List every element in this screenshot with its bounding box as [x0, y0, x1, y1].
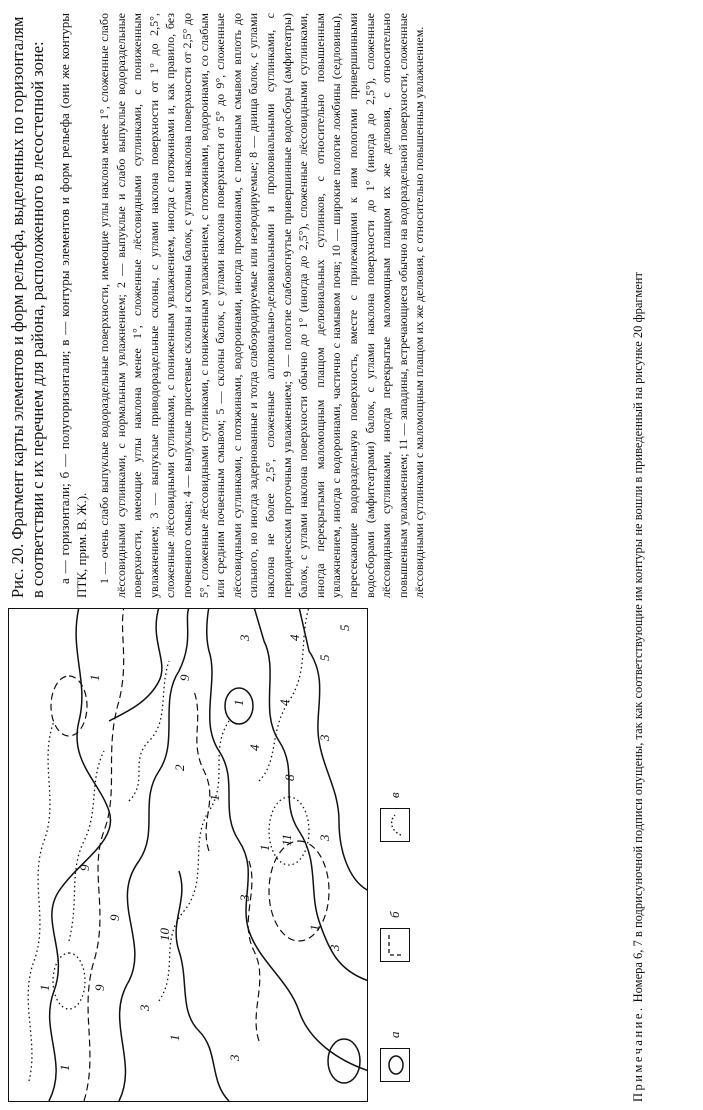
map-region-label: 9 — [107, 914, 122, 921]
caption-title: Рис. 20. Фрагмент карты элементов и форм рельефа, выделенных по горизонталям в соответствии с их перечнем для района, расположенного в лесостепной зоне: — [8, 16, 47, 598]
map-region-label: 5 — [337, 624, 352, 631]
map-region-label: 1 — [307, 924, 322, 931]
legend-item-a — [380, 1032, 410, 1083]
map-region-label: 4 — [247, 744, 262, 751]
map-region-label: 11 — [279, 833, 294, 846]
legend-symbol-dotted-contour — [380, 808, 410, 842]
figure-caption — [8, 13, 428, 598]
legend-item-c — [380, 792, 410, 842]
map-legend — [380, 612, 416, 1082]
map-region-label: 3 — [237, 894, 252, 901]
map-region-label: 4 — [277, 699, 292, 706]
map-region-label: 1 — [57, 1064, 72, 1071]
map-region-label: 3 — [317, 734, 332, 741]
legend-item-b — [380, 911, 410, 962]
map-region-label: 1 — [257, 844, 272, 851]
figure-note — [630, 12, 648, 1102]
map-region-label: 3 — [227, 1054, 242, 1061]
legend-key-a: а — [387, 1031, 402, 1038]
legend-symbol-dashed-contour — [380, 928, 410, 962]
map-region-label: 3 — [137, 1004, 152, 1011]
legend-symbol-solid-contour — [380, 1048, 410, 1082]
map-region-label: 3 — [317, 834, 332, 841]
map-region-label: 1 — [207, 794, 222, 801]
note-lead: Примечание. — [631, 1005, 645, 1102]
map-region-label: 2 — [172, 764, 187, 771]
caption-legend-line: а — горизонтали; б — полугоризонтали; в — контуры элементов и форм рельефа (они же контуры ПТК, прим. В. Ж.). — [57, 13, 89, 598]
map-region-label: 3 — [327, 944, 342, 951]
map-region-label: 3 — [237, 634, 252, 641]
map-region-label: 8 — [282, 774, 297, 781]
note-text: Номера 6, 7 в подрисуночной подписи опущены, так как соответствующие им контуры не вошли в приведенный на рисунке 20 фрагмент — [631, 272, 645, 1003]
map-frame — [8, 608, 368, 1102]
legend-key-c: в — [387, 792, 402, 798]
relief-map-figure — [8, 608, 416, 1102]
map-region-label: 4 — [287, 634, 302, 641]
relief-map — [9, 608, 368, 1101]
map-region-label: 10 — [157, 928, 172, 941]
map-region-label: 5 — [317, 654, 332, 661]
map-region-label: 9 — [77, 864, 92, 871]
map-region-label: 9 — [92, 984, 107, 991]
map-region-label: 1 — [87, 674, 102, 681]
map-region-label: 9 — [177, 674, 192, 681]
caption-text: 1 — очень слабо выпуклые водораздельные поверхности, имеющие углы наклона менее 1°, сложенные слабо лёссовидными суглинками, с нормальным увлажнением; 2 — выпуклые и слабо выпуклые водораздельные поверхности, имеющие углы наклона менее 1°, сложенные лёссовидными суглинками, с пониженным увлажнением; 3 — выпуклые приводораздельные склоны, с углами наклона поверхности от 1° до 2,5°, сложенные лёссовидными суглинками, с пониженным увлажнением, иногда с потяжинами и, как правило, без почвенного смыва; 4 — выпуклые присетевые склоны и склоны балок, с углами наклона поверхности от 2,5° до 5°, сложенные лёссовидными суглинками, с пониженным увлажнением, с потяжинами, водороинами, со слабым или средним почвенным смывом; 5 — склоны балок, с углами наклона поверхности от 5° до 9°, сложенные лёссовидными суглинками, с потяжинами, водороинами, иногда промоинами, с почвенным смывом вплоть до сильного, но иногда задернованные и тогда слабоэродируемые или неэродируемые; 8 — днища балок, с углами наклона не более 2,5°, сложенные аллювиально-делювиальными и пролювиальными суглинками, с периодическим проточным увлажнением; 9 — пологие слабовогнутые привершинные водосборы (амфитеатры) балок, с углами наклона поверхности обычно до 1° (иногда до 2,5°), сложенные лёссовидными суглинками, иногда перекрытыми маломощным плащом делювиальных суглинков, с относительно повышенным увлажнением, иногда с водороинами, частично с намывом почв; 10 — широкие пологие ложбины (седловины), пересекающие водораздельную поверхность, вместе с прилежащими к ним пологими привершинными водосборами (амфитеатрами) балок, с углами наклона поверхности до 1° (иногда до 2,5°), сложенные лёссовидными суглинками, иногда перекрытые маломощным плащом их же делювия, с относительно повышенным увлажнением; 11 — западины, встречающиеся обычно на водораздельной поверхности, сложенные лёссовидными суглинками с маломощным плащом их же делювия, с относительно повышенным увлажнением. — [97, 13, 427, 598]
map-region-label: 1 — [167, 1034, 182, 1041]
legend-key-b: б — [387, 911, 402, 918]
map-region-label: 1 — [231, 699, 246, 706]
map-region-label: 1 — [37, 984, 52, 991]
